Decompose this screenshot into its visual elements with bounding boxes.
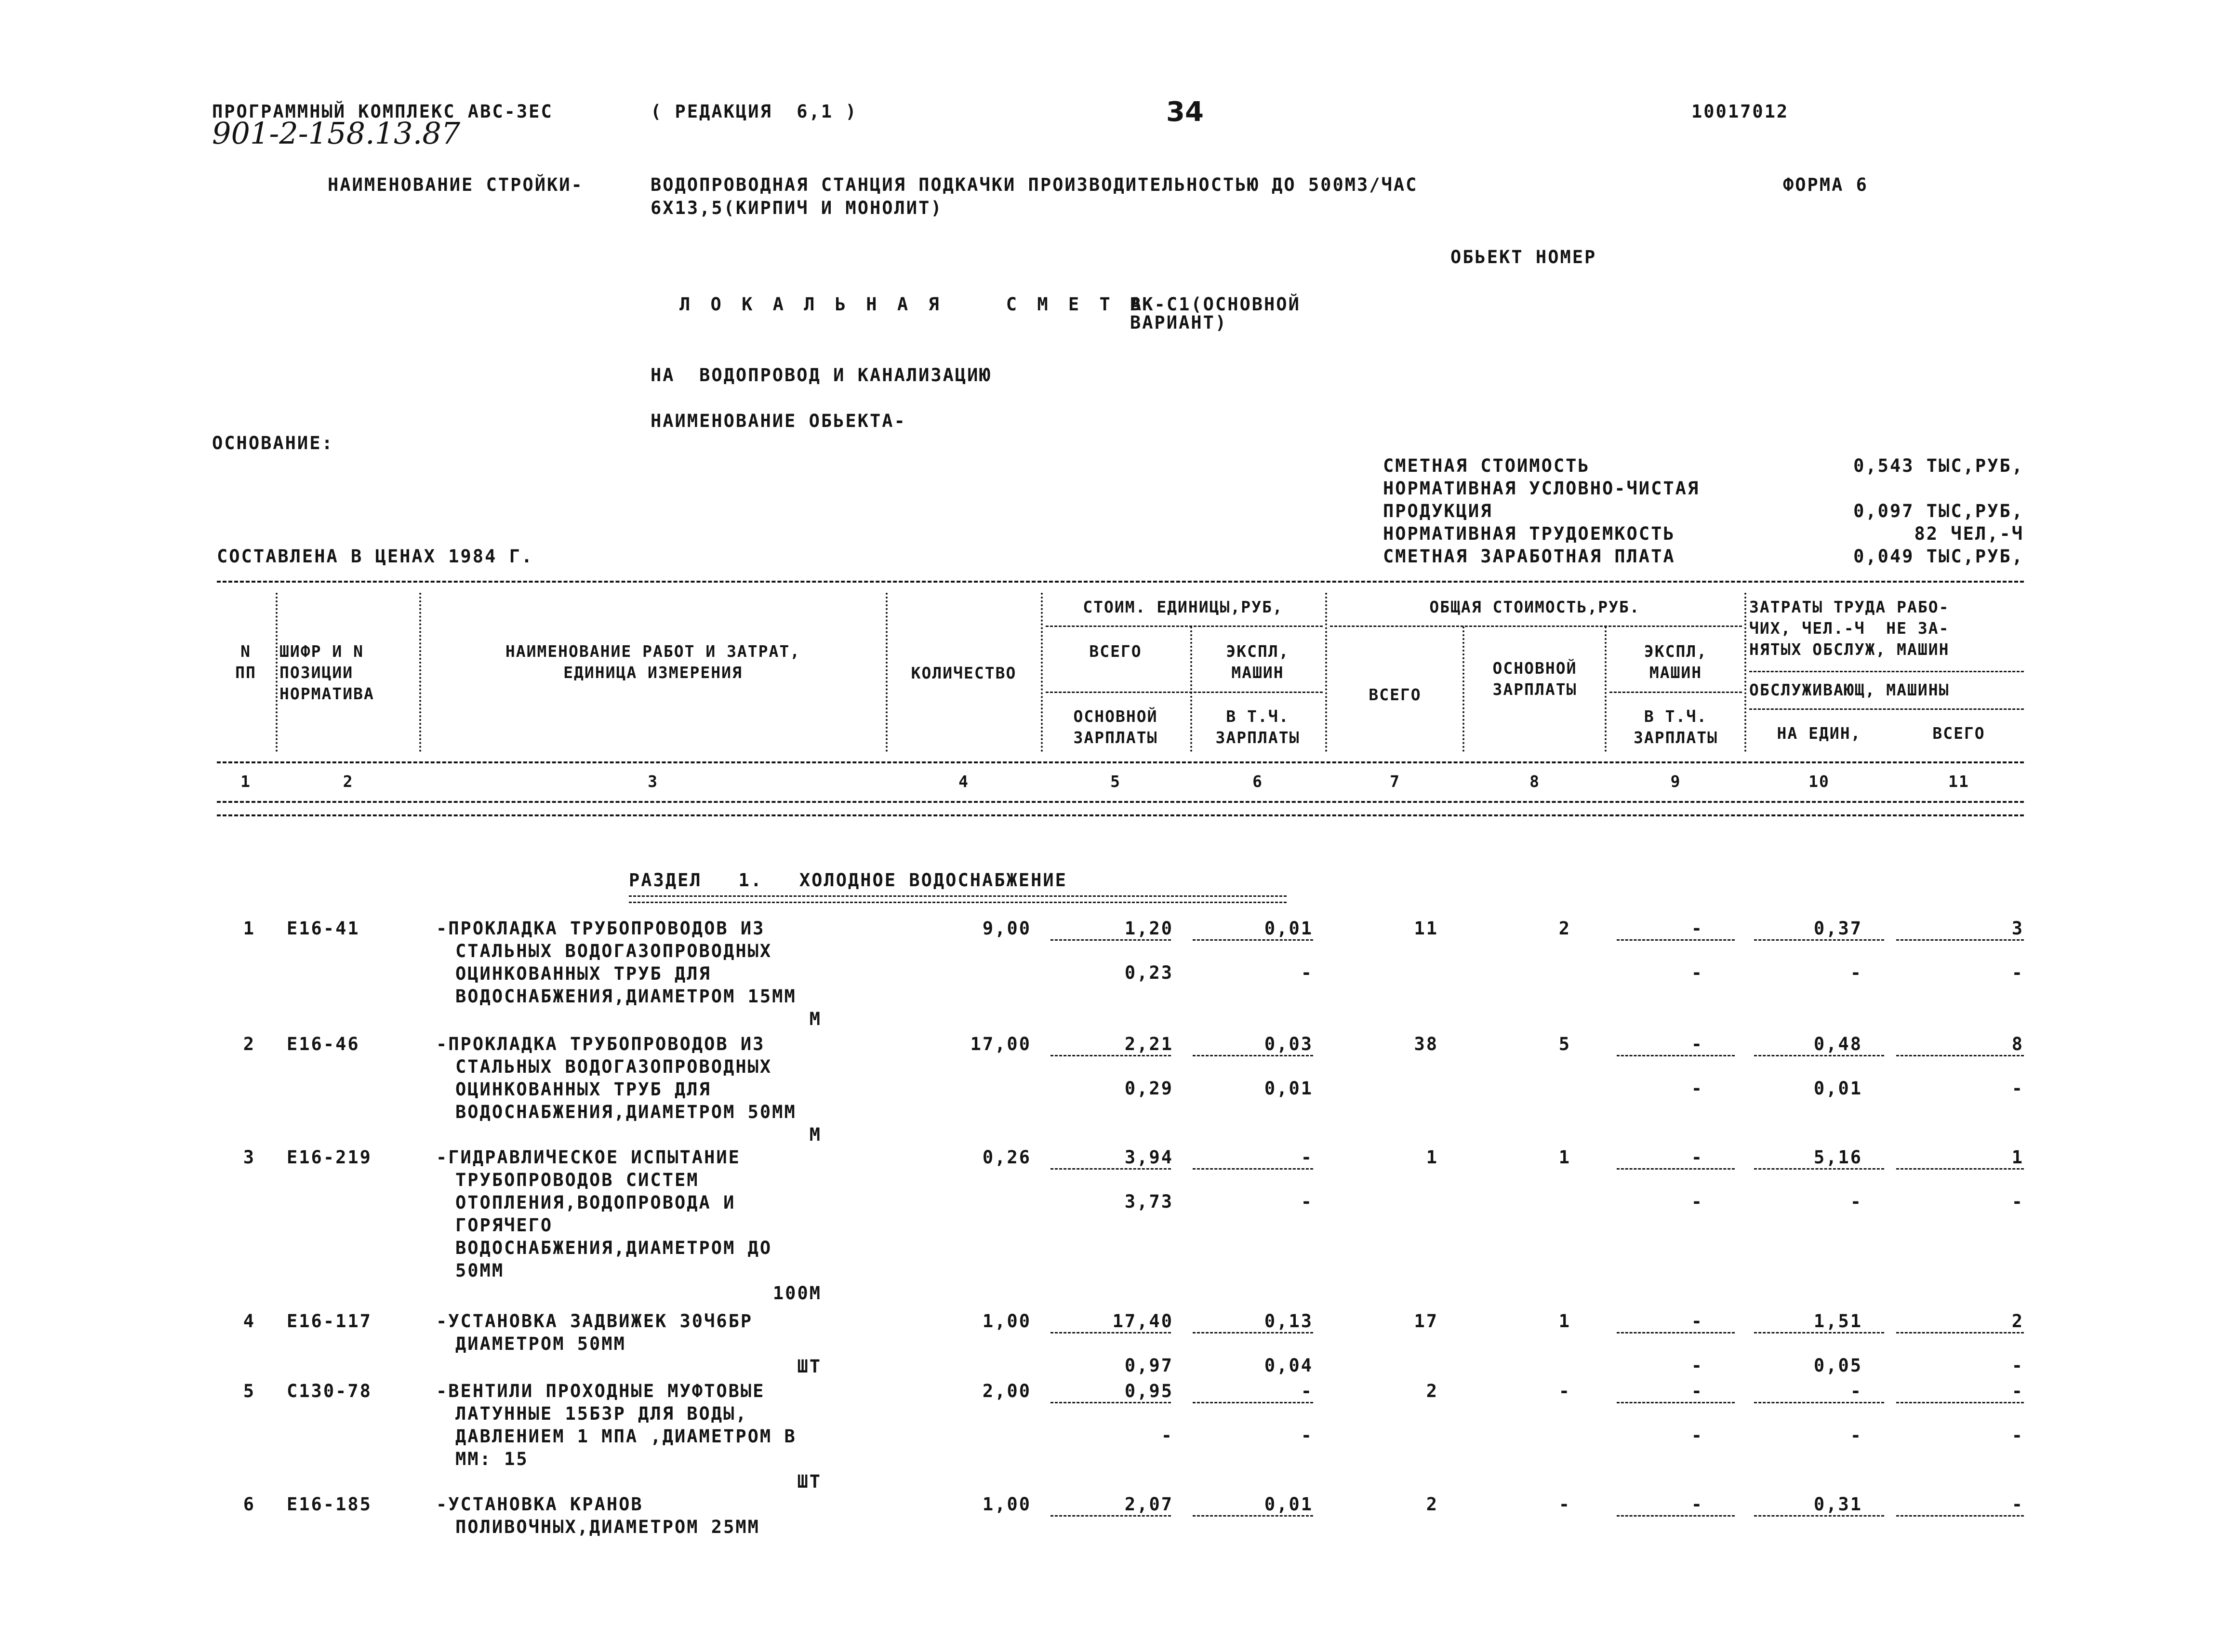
row-unit-machines: 0,01 — [1264, 1494, 1313, 1515]
row-unit-total: 0,95 — [1124, 1381, 1173, 1401]
row-code: Е16-219 — [287, 1147, 372, 1168]
summary-label: ПРОДУКЦИЯ — [1383, 501, 1493, 521]
row-unit: М — [809, 1124, 822, 1145]
summary-label: СМЕТНАЯ ЗАРАБОТНАЯ ПЛАТА — [1383, 546, 1675, 567]
page-number: 34 — [1166, 96, 1204, 128]
row-unit-wages: 0,97 — [1124, 1355, 1173, 1376]
column-number: 10 — [1808, 772, 1830, 791]
divider — [1193, 1168, 1313, 1170]
row-labor-total: 8 — [2011, 1034, 2024, 1054]
divider — [1193, 939, 1313, 941]
col-header-c9-bottom: В Т.Ч. ЗАРПЛАТЫ — [1634, 707, 1718, 747]
row-unit: 100М — [772, 1283, 822, 1304]
column-number: 11 — [1948, 772, 1969, 791]
divider — [1754, 1515, 1884, 1517]
basis-label: ОСНОВАНИЕ: — [212, 433, 334, 453]
summary-label: НОРМАТИВНАЯ ТРУДОЕМКОСТЬ — [1383, 523, 1675, 544]
row-unit-wages: 0,29 — [1124, 1078, 1173, 1099]
divider — [1896, 939, 2024, 941]
divider — [1754, 1332, 1884, 1333]
divider — [1617, 1168, 1735, 1170]
row-unit-machines: 0,01 — [1264, 918, 1313, 939]
row-code: С130-78 — [287, 1381, 372, 1401]
divider — [419, 593, 421, 752]
col-header-code: ШИФР И N ПОЗИЦИИ НОРМАТИВА — [279, 642, 374, 703]
row-unit-total: 3,94 — [1124, 1147, 1173, 1168]
row-name-line: ГОРЯЧЕГО — [455, 1215, 553, 1236]
column-number: 4 — [958, 772, 969, 791]
row-unit-wages: 3,73 — [1124, 1191, 1173, 1212]
col-header-c6-top: ЭКСПЛ, МАШИН — [1226, 642, 1289, 682]
row-total-machines: - — [1691, 1494, 1703, 1515]
divider — [1754, 1168, 1884, 1170]
row-unit-machine-wages: - — [1301, 1191, 1313, 1212]
row-name-line: ОЦИНКОВАННЫХ ТРУБ ДЛЯ — [455, 963, 711, 984]
row-labor-unit: 1,51 — [1813, 1311, 1862, 1332]
divider — [1896, 1332, 2024, 1333]
row-unit-machine-wages: 0,01 — [1264, 1078, 1313, 1099]
column-number: 8 — [1529, 772, 1540, 791]
prices-year: СОСТАВЛЕНА В ЦЕНАХ 1984 Г. — [217, 546, 534, 567]
column-number: 2 — [343, 772, 354, 791]
row-name-line: СТАЛЬНЫХ ВОДОГАЗОПРОВОДНЫХ — [455, 1056, 772, 1077]
row-labor-service-total: - — [2011, 1191, 2024, 1212]
row-unit-total: 17,40 — [1112, 1311, 1173, 1332]
divider — [1046, 626, 1323, 627]
row-labor-service-unit: - — [1850, 1191, 1862, 1212]
divider — [217, 801, 2024, 803]
row-labor-total: 1 — [2011, 1147, 2024, 1168]
divider — [276, 593, 278, 752]
row-name-line: -ПРОКЛАДКА ТРУБОПРОВОДОВ ИЗ — [436, 918, 765, 939]
divider — [1896, 1402, 2024, 1403]
row-total-machine-wages: - — [1691, 1425, 1703, 1446]
row-labor-unit: 0,48 — [1813, 1034, 1862, 1054]
divider — [1744, 593, 1746, 752]
divider — [1325, 593, 1327, 752]
row-name-line: ОЦИНКОВАННЫХ ТРУБ ДЛЯ — [455, 1079, 711, 1100]
object-number: ОБЬЕКТ НОМЕР — [1450, 247, 1597, 267]
col-header-c10: НА ЕДИН, — [1777, 724, 1861, 743]
row-total-machines: - — [1691, 1381, 1703, 1401]
divider — [1896, 1515, 2024, 1517]
column-number: 1 — [240, 772, 251, 791]
row-total-wages: 5 — [1558, 1034, 1571, 1054]
row-unit-machines: - — [1301, 1147, 1313, 1168]
row-name-line: -УСТАНОВКА ЗАДВИЖЕК 30Ч6БР — [436, 1311, 753, 1332]
col-header-labor-service: ОБСЛУЖИВАЮЩ, МАШИНЫ — [1749, 680, 1950, 699]
summary-value: 0,543 ТЫС,РУБ, — [1853, 455, 2024, 476]
divider — [1050, 939, 1171, 941]
row-total-wages: - — [1558, 1381, 1571, 1401]
row-total-machine-wages: - — [1691, 1355, 1703, 1376]
col-header-labor: ЗАТРАТЫ ТРУДА РАБО- ЧИХ, ЧЕЛ.-Ч НЕ ЗА- НЯТЫХ ОБСЛУЖ, МАШИН — [1749, 598, 1950, 659]
divider — [1896, 1168, 2024, 1170]
row-total-machine-wages: - — [1691, 962, 1703, 983]
row-total-machines: - — [1691, 1034, 1703, 1054]
handwritten-reference: 901-2-158.13.87 — [212, 116, 461, 151]
row-unit: М — [809, 1009, 822, 1029]
row-name-line: ТРУБОПРОВОДОВ СИСТЕМ — [455, 1170, 699, 1190]
row-unit-wages: 0,23 — [1124, 962, 1173, 983]
row-name-line: ДИАМЕТРОМ 50ММ — [455, 1333, 626, 1354]
form-label: ФОРМА 6 — [1783, 174, 1868, 195]
row-unit: ШТ — [797, 1471, 822, 1492]
divider — [1050, 1402, 1171, 1403]
divider — [1193, 1332, 1313, 1333]
col-header-c11: ВСЕГО — [1932, 724, 1985, 743]
row-quantity: 0,26 — [982, 1147, 1031, 1168]
object-name: НАИМЕНОВАНИЕ ОБЬЕКТА- — [651, 411, 906, 431]
divider — [1193, 1402, 1313, 1403]
row-total-machines: - — [1691, 1311, 1703, 1332]
row-total-machines: - — [1691, 1147, 1703, 1168]
row-total: 2 — [1426, 1494, 1438, 1515]
row-total: 2 — [1426, 1381, 1438, 1401]
col-header-n: N ПП — [235, 642, 256, 682]
row-quantity: 1,00 — [982, 1494, 1031, 1515]
divider — [1617, 939, 1735, 941]
row-total: 1 — [1426, 1147, 1438, 1168]
row-unit: ШТ — [797, 1356, 822, 1377]
row-labor-service-unit: 0,01 — [1813, 1078, 1862, 1099]
divider — [1193, 1055, 1313, 1056]
section-underline — [629, 895, 1287, 903]
row-name-line: ЛАТУННЫЕ 15Б3Р ДЛЯ ВОДЫ, — [455, 1403, 748, 1424]
row-name-line: -ВЕНТИЛИ ПРОХОДНЫЕ МУФТОВЫЕ — [436, 1381, 765, 1401]
program-name: ПРОГРАММНЫЙ КОМПЛЕКС АВС-ЗЕС — [212, 101, 553, 122]
row-number: 4 — [243, 1311, 255, 1332]
col-header-c8: ОСНОВНОЙ ЗАРПЛАТЫ — [1492, 659, 1577, 699]
divider — [1050, 1055, 1171, 1056]
divider — [1050, 1515, 1171, 1517]
row-labor-unit: 5,16 — [1813, 1147, 1862, 1168]
col-header-c7: ВСЕГО — [1369, 685, 1422, 704]
row-labor-unit: - — [1850, 1381, 1862, 1401]
row-total: 17 — [1414, 1311, 1438, 1332]
column-number: 3 — [648, 772, 658, 791]
divider — [217, 761, 2024, 763]
row-number: 1 — [243, 918, 255, 939]
col-header-unit-cost: СТОИМ. ЕДИНИЦЫ,РУБ, — [1083, 598, 1283, 616]
divider — [1050, 1168, 1171, 1170]
row-number: 2 — [243, 1034, 255, 1054]
row-labor-service-total: - — [2011, 962, 2024, 983]
summary-label: СМЕТНАЯ СТОИМОСТЬ — [1383, 455, 1590, 476]
row-quantity: 17,00 — [970, 1034, 1031, 1054]
row-labor-unit: 0,31 — [1813, 1494, 1862, 1515]
column-number: 5 — [1110, 772, 1121, 791]
row-labor-total: 3 — [2011, 918, 2024, 939]
col-header-c5-top: ВСЕГО — [1089, 642, 1142, 661]
divider — [1050, 1332, 1171, 1333]
row-code: Е16-41 — [287, 918, 360, 939]
column-number: 7 — [1390, 772, 1400, 791]
row-name-line: -ГИДРАВЛИЧЕСКОЕ ИСПЫТАНИЕ — [436, 1147, 741, 1168]
divider — [1605, 626, 1607, 752]
row-total: 38 — [1414, 1034, 1438, 1054]
divider — [1617, 1055, 1735, 1056]
edition: ( РЕДАКЦИЯ 6,1 ) — [651, 101, 858, 122]
row-name-line: -УСТАНОВКА КРАНОВ — [436, 1494, 643, 1515]
row-name-line: СТАЛЬНЫХ ВОДОГАЗОПРОВОДНЫХ — [455, 941, 772, 961]
divider — [1749, 671, 2024, 672]
divider — [1896, 1055, 2024, 1056]
row-total-wages: 1 — [1558, 1147, 1571, 1168]
row-number: 6 — [243, 1494, 255, 1515]
row-name-line: ОТОПЛЕНИЯ,ВОДОПРОВОДА И — [455, 1192, 736, 1213]
row-unit-machine-wages: - — [1301, 962, 1313, 983]
row-quantity: 9,00 — [982, 918, 1031, 939]
row-code: Е16-117 — [287, 1311, 372, 1332]
row-unit-machines: - — [1301, 1381, 1313, 1401]
row-labor-service-total: - — [2011, 1078, 2024, 1099]
row-number: 3 — [243, 1147, 255, 1168]
divider — [1330, 626, 1742, 627]
divider — [1754, 1055, 1884, 1056]
row-labor-total: 2 — [2011, 1311, 2024, 1332]
row-labor-unit: 0,37 — [1813, 918, 1862, 939]
row-labor-service-total: - — [2011, 1425, 2024, 1446]
divider — [217, 814, 2024, 816]
row-total-wages: - — [1558, 1494, 1571, 1515]
column-number: 9 — [1670, 772, 1681, 791]
estimate-title: Л О К А Л Ь Н А Я С М Е Т А — [679, 294, 1146, 315]
col-header-c6-bottom: В Т.Ч. ЗАРПЛАТЫ — [1215, 707, 1300, 747]
row-total-machines: - — [1691, 918, 1703, 939]
estimate-code-1: ВК-С1(ОСНОВНОЙ — [1130, 294, 1301, 315]
row-unit-total: 2,21 — [1124, 1034, 1173, 1054]
estimate-for: НА ВОДОПРОВОД И КАНАЛИЗАЦИЮ — [651, 365, 992, 386]
row-name-line: ММ: 15 — [455, 1449, 529, 1469]
construction-line-1: ВОДОПРОВОДНАЯ СТАНЦИЯ ПОДКАЧКИ ПРОИЗВОДИТЕЛЬНОСТЬЮ ДО 500М3/ЧАС — [651, 174, 1418, 195]
estimate-code-2: ВАРИАНТ) — [1130, 312, 1228, 333]
row-labor-total: - — [2011, 1381, 2024, 1401]
divider — [1041, 593, 1043, 752]
summary-value: 0,097 ТЫС,РУБ, — [1853, 501, 2024, 521]
row-total: 11 — [1414, 918, 1438, 939]
divider — [1046, 692, 1323, 693]
row-quantity: 2,00 — [982, 1381, 1031, 1401]
summary-value: 0,049 ТЫС,РУБ, — [1853, 546, 2024, 567]
row-unit-machine-wages: - — [1301, 1425, 1313, 1446]
row-total-machine-wages: - — [1691, 1078, 1703, 1099]
divider — [1609, 692, 1742, 693]
divider — [217, 581, 2024, 583]
row-labor-service-unit: 0,05 — [1813, 1355, 1862, 1376]
column-number: 6 — [1252, 772, 1263, 791]
row-total-wages: 1 — [1558, 1311, 1571, 1332]
row-total-wages: 2 — [1558, 918, 1571, 939]
divider — [1462, 626, 1464, 752]
divider — [1754, 1402, 1884, 1403]
section-title: РАЗДЕЛ 1. ХОЛОДНОЕ ВОДОСНАБЖЕНИЕ — [629, 870, 1067, 891]
row-total-machine-wages: - — [1691, 1191, 1703, 1212]
summary-label: НОРМАТИВНАЯ УСЛОВНО-ЧИСТАЯ — [1383, 478, 1700, 499]
row-unit-machines: 0,13 — [1264, 1311, 1313, 1332]
divider — [1754, 939, 1884, 941]
divider — [1617, 1402, 1735, 1403]
row-name-line: ДАВЛЕНИЕМ 1 МПА ,ДИАМЕТРОМ В — [455, 1426, 797, 1447]
row-name-line: -ПРОКЛАДКА ТРУБОПРОВОДОВ ИЗ — [436, 1034, 765, 1054]
row-name-line: ВОДОСНАБЖЕНИЯ,ДИАМЕТРОМ ДО — [455, 1238, 772, 1258]
col-header-qty: КОЛИЧЕСТВО — [911, 664, 1017, 682]
row-number: 5 — [243, 1381, 255, 1401]
document-code: 10017012 — [1691, 101, 1789, 122]
row-code: Е16-46 — [287, 1034, 360, 1054]
divider — [1190, 626, 1192, 752]
row-code: Е16-185 — [287, 1494, 372, 1515]
row-name-line: ВОДОСНАБЖЕНИЯ,ДИАМЕТРОМ 15ММ — [455, 986, 797, 1007]
row-quantity: 1,00 — [982, 1311, 1031, 1332]
row-unit-machines: 0,03 — [1264, 1034, 1313, 1054]
divider — [1749, 708, 2024, 710]
divider — [1617, 1332, 1735, 1333]
construction-line-2: 6Х13,5(КИРПИЧ И МОНОЛИТ) — [651, 198, 943, 218]
col-header-total-cost: ОБЩАЯ СТОИМОСТЬ,РУБ. — [1429, 598, 1640, 616]
col-header-c9-top: ЭКСПЛ, МАШИН — [1644, 642, 1708, 682]
col-header-c5-bottom: ОСНОВНОЙ ЗАРПЛАТЫ — [1073, 707, 1158, 747]
divider — [1617, 1515, 1735, 1517]
summary-value: 82 ЧЕЛ,-Ч — [1914, 523, 2024, 544]
row-labor-service-unit: - — [1850, 1425, 1862, 1446]
row-unit-total: 1,20 — [1124, 918, 1173, 939]
row-unit-total: 2,07 — [1124, 1494, 1173, 1515]
row-labor-service-total: - — [2011, 1355, 2024, 1376]
row-name-line: 50ММ — [455, 1260, 505, 1281]
row-name-line: ПОЛИВОЧНЫХ,ДИАМЕТРОМ 25ММ — [455, 1517, 760, 1537]
divider — [1193, 1515, 1313, 1517]
row-unit-wages: - — [1161, 1425, 1173, 1446]
col-header-name: НАИМЕНОВАНИЕ РАБОТ И ЗАТРАТ, ЕДИНИЦА ИЗМЕРЕНИЯ — [505, 642, 801, 682]
construction-label: НАИМЕНОВАНИЕ СТРОЙКИ- — [328, 174, 584, 195]
row-unit-machine-wages: 0,04 — [1264, 1355, 1313, 1376]
row-labor-service-unit: - — [1850, 962, 1862, 983]
row-name-line: ВОДОСНАБЖЕНИЯ,ДИАМЕТРОМ 50ММ — [455, 1102, 797, 1122]
row-labor-total: - — [2011, 1494, 2024, 1515]
